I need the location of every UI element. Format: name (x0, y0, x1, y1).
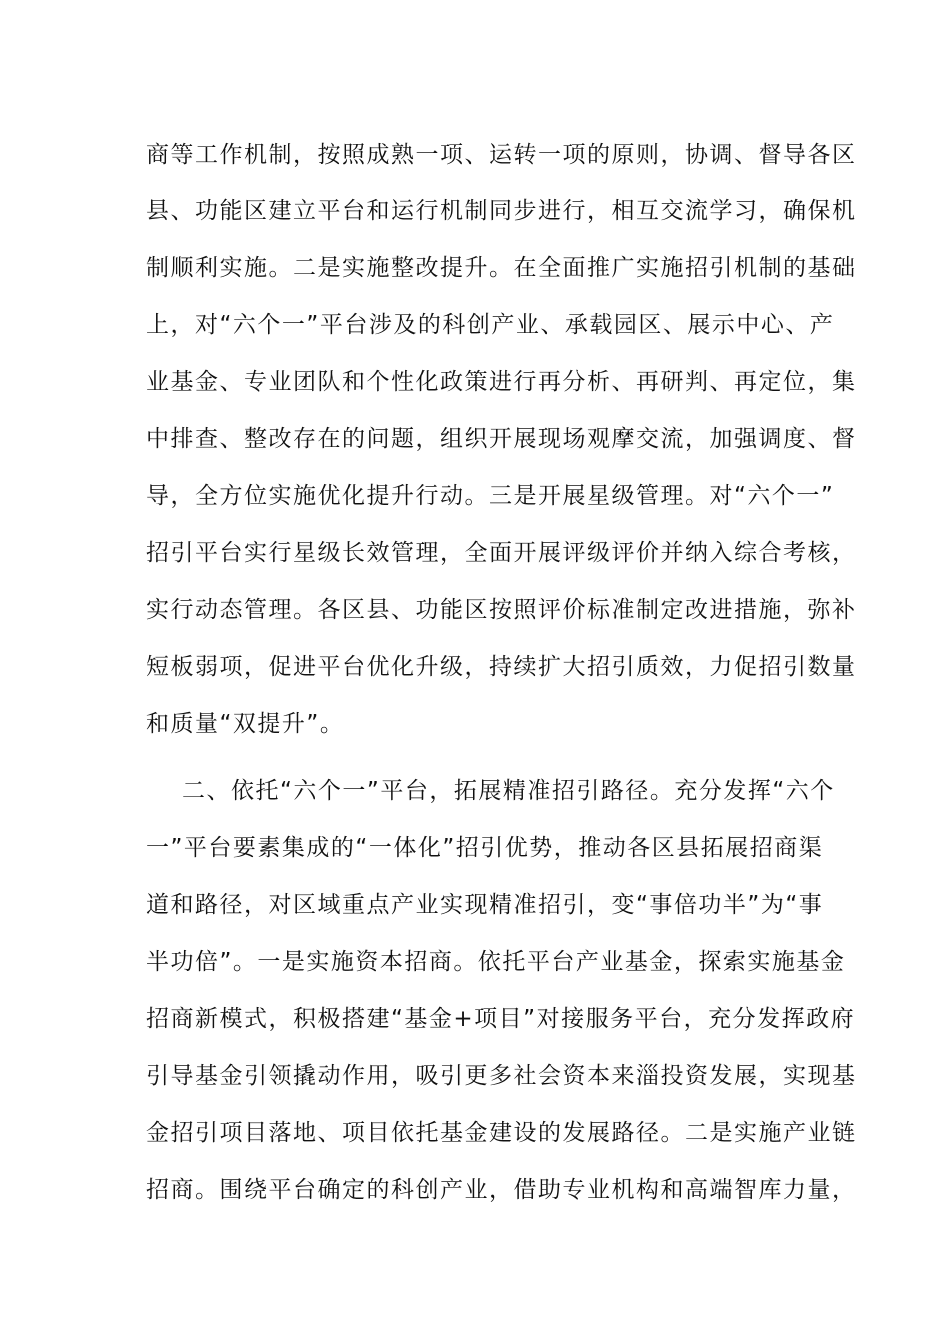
paragraph-1-line-9: 实行动态管理。各区县、功能区按照评价标准制定改进措施，弥补 (146, 597, 857, 623)
paragraph-2-line-6: 引导基金引领撬动作用，吸引更多社会资本来淄投资发展，实现基 (146, 1063, 857, 1089)
paragraph-2-line-2: 一”平台要素集成的“一体化”招引优势，推动各区县拓展招商渠 (146, 835, 824, 861)
paragraph-1-line-7: 导，全方位实施优化提升行动。三是开展星级管理。对“六个一” (146, 483, 835, 509)
paragraph-2-line-1: 二、依托“六个一”平台，拓展精准招引路径。充分发挥“六个 (182, 778, 835, 804)
paragraph-1-line-2: 县、功能区建立平台和运行机制同步进行，相互交流学习，确保机 (146, 198, 857, 224)
paragraph-1-line-11: 和质量“双提升”。 (146, 711, 345, 737)
paragraph-2-line-5: 招商新模式，积极搭建“基金+项目”对接服务平台，充分发挥政府 (146, 1006, 856, 1032)
paragraph-1-line-6: 中排查、整改存在的问题，组织开展现场观摩交流，加强调度、督 (146, 426, 857, 452)
paragraph-1-line-3: 制顺利实施。二是实施整改提升。在全面推广实施招引机制的基础 (146, 255, 857, 281)
paragraph-1-line-10: 短板弱项，促进平台优化升级，持续扩大招引质效，力促招引数量 (146, 654, 857, 680)
paragraph-1-line-8: 招引平台实行星级长效管理，全面开展评级评价并纳入综合考核， (146, 540, 857, 566)
paragraph-2-line-4: 半功倍”。一是实施资本招商。依托平台产业基金，探索实施基金 (146, 949, 846, 975)
paragraph-1-line-5: 业基金、专业团队和个性化政策进行再分析、再研判、再定位，集 (146, 369, 857, 395)
paragraph-2-line-7: 金招引项目落地、项目依托基金建设的发展路径。二是实施产业链 (146, 1120, 857, 1146)
paragraph-2-line-3: 道和路径，对区域重点产业实现精准招引，变“事倍功半”为“事 (146, 892, 824, 918)
paragraph-1-line-1: 商等工作机制，按照成熟一项、运转一项的原则，协调、督导各区 (146, 142, 857, 168)
paragraph-1-line-4: 上，对“六个一”平台涉及的科创产业、承载园区、展示中心、产 (146, 312, 835, 338)
paragraph-2-line-8: 招商。围绕平台确定的科创产业，借助专业机构和高端智库力量， (146, 1177, 857, 1203)
